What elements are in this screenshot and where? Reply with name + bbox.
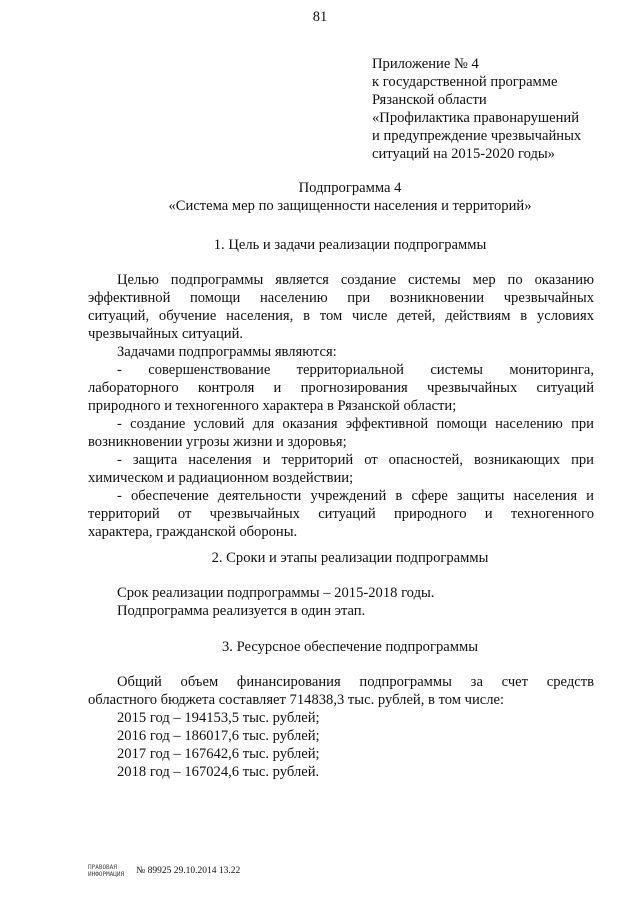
section1-heading: 1. Цель и задачи реализации подпрограммы [213,237,487,253]
stamp-line: ПРАВОВАЯ [88,864,117,871]
task-line: - создание условий для оказания эффективной помощи населению при [117,416,594,432]
page-number: 81 [312,9,328,25]
term-line: Срок реализации подпрограммы – 2015-2018 годы. [117,585,435,601]
task-line: лабораторного контроля и прогнозирования чрезвычайных ситуаций [88,380,594,396]
task-line: характера, гражданской обороны. [88,524,298,540]
task-line: - обеспечение деятельности учреждений в сфере защиты населения и [117,488,594,504]
goal-line: чрезвычайных ситуаций. [88,326,244,342]
appendix-line: к государственной программе [372,74,558,90]
task-line: возникновении угрозы жизни и здоровья; [88,434,347,450]
appendix-line: Рязанской области [372,92,487,108]
year-line: 2018 год – 167024,6 тыс. рублей. [117,764,320,780]
task-line: - совершенствование территориальной системы мониторинга, [117,362,594,378]
section2-heading: 2. Сроки и этапы реализации подпрограммы [211,550,489,566]
task-line: химическом и радиационном воздействии; [88,470,354,486]
tasks-intro: Задачами подпрограммы являются: [117,344,337,360]
goal-line: ситуаций, обучение населения, в том числе детей, действиям в условиях [88,308,594,324]
document-registration-id: № 89925 29.10.2014 13.22 [136,866,241,876]
task-line: территорий от чрезвычайных ситуаций природного и техногенного [88,506,594,522]
subprogram-name: «Система мер по защищенности населения и территорий» [168,198,532,214]
appendix-block [372,55,612,163]
section1-body [88,271,594,541]
subprogram-title-block [60,179,640,215]
total-line: Общий объем финансирования подпрограммы за счет средств [117,674,594,690]
stamp-line: ИНФОРМАЦИЯ [88,871,125,878]
task-line: - защита населения и территорий от опасностей, возникающих при [117,452,594,468]
task-line: природного и техногенного характера в Рязанской области; [88,398,457,414]
appendix-line: «Профилактика правонарушений [372,110,580,126]
total-line: областного бюджета составляет 714838,3 тыс. рублей, в том числе: [88,692,505,708]
subprogram-title: Подпрограмма 4 [298,180,402,196]
registry-stamp [88,864,124,878]
goal-line: эффективной помощи населению при возникновении чрезвычайных [88,290,594,306]
year-line: 2016 год – 186017,6 тыс. рублей; [117,728,320,744]
year-line: 2015 год – 194153,5 тыс. рублей; [117,710,320,726]
footer [88,862,240,880]
section3-heading: 3. Ресурсное обеспечение подпрограммы [221,639,478,655]
section3-body [88,673,594,781]
year-line: 2017 год – 167642,6 тыс. рублей; [117,746,320,762]
appendix-line: и предупреждение чрезвычайных [372,128,582,144]
appendix-line: Приложение № 4 [372,56,479,72]
appendix-line: ситуаций на 2015-2020 годы» [372,146,555,162]
section2-body [88,584,594,620]
goal-line: Целью подпрограммы является создание системы мер по оказанию [117,272,594,288]
stage-line: Подпрограмма реализуется в один этап. [117,603,366,619]
